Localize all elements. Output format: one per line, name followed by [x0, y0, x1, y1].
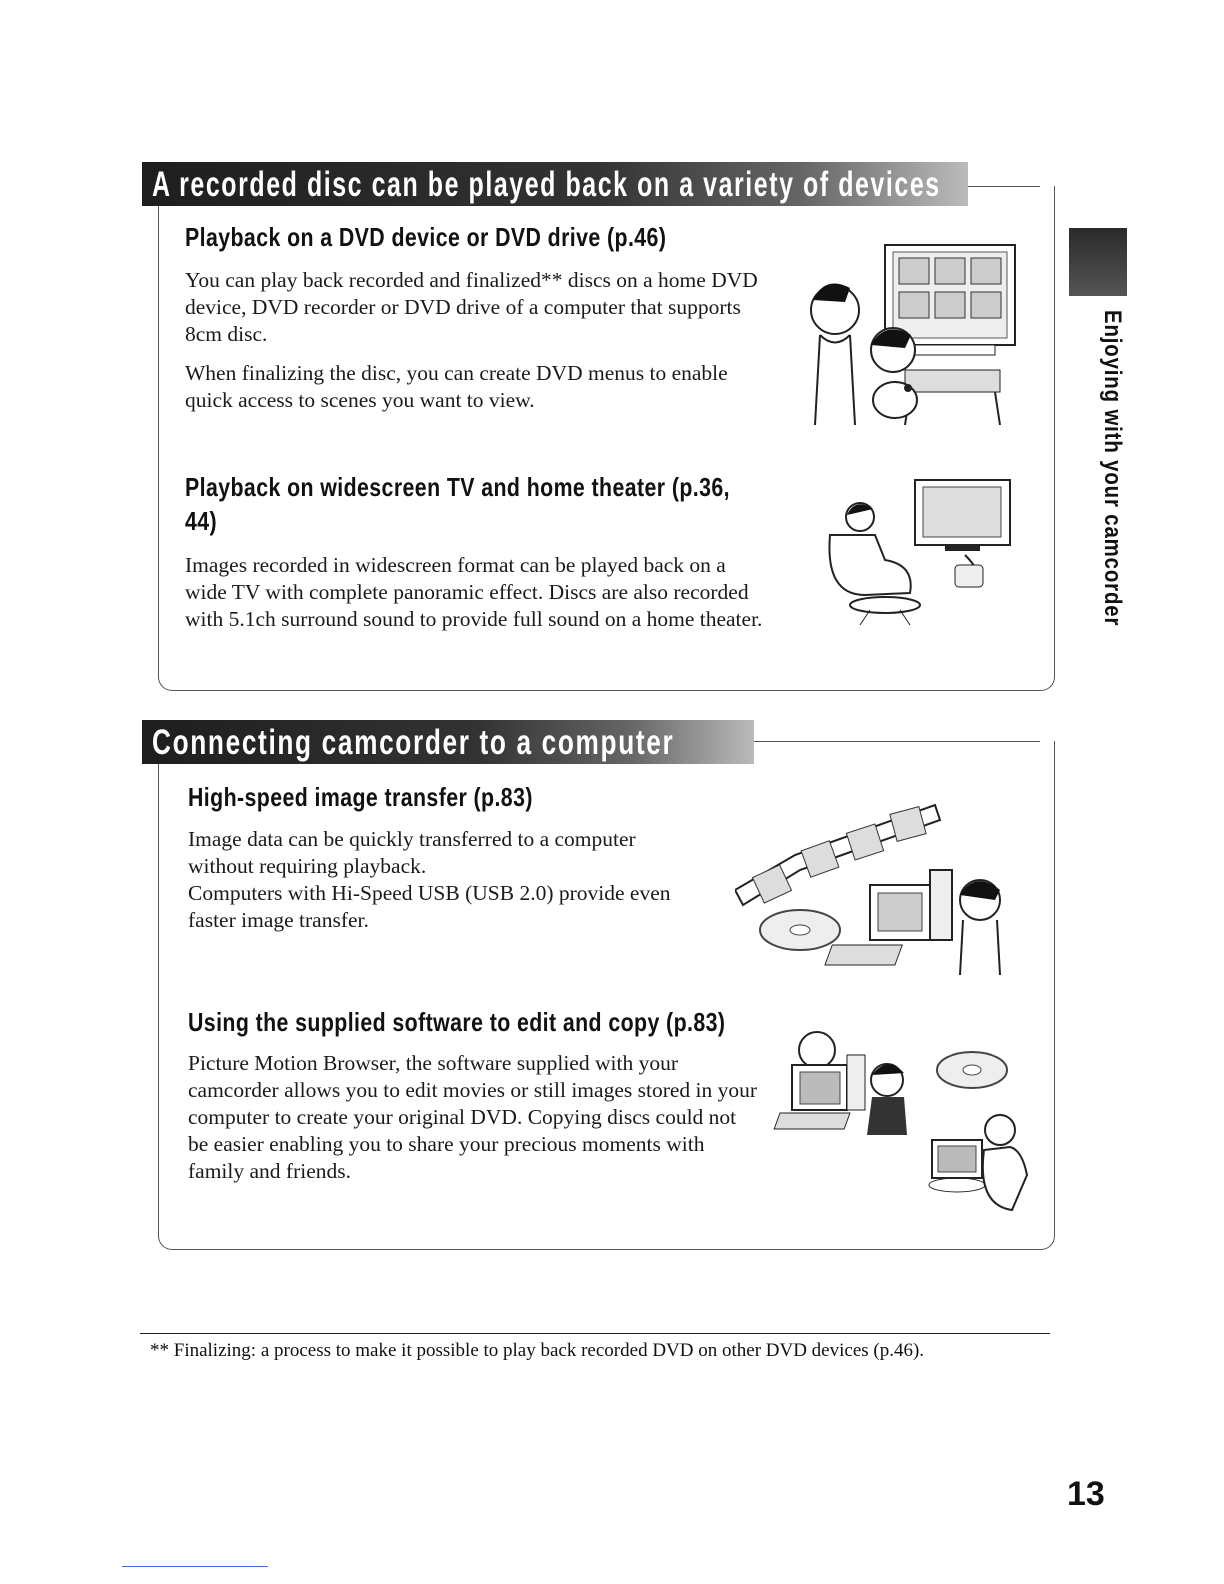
dvd-playback-paragraph-2: When finalizing the disc, you can create DVD menus to enable quick access to scenes you want to view. [185, 361, 728, 412]
chapter-tab-label: Enjoying with your camcorder [1099, 310, 1126, 627]
image-transfer-illustration [735, 800, 1025, 980]
edit-copy-paragraph: Picture Motion Browser, the software supplied with your camcorder allows you to edit movies or still images stored in your computer to create your original DVD. Copying discs could not be easier enabling you to share your precious moments with family and friends. [188, 1051, 758, 1183]
widescreen-playback-heading-line1: Playback on widescreen TV and home theater (p.36, [185, 472, 730, 502]
widescreen-playback-paragraph: Images recorded in widescreen format can be played back on a wide TV with complete panoramic effect. Discs are also recorded with 5.1ch surround sound to provide full sound on a home theater. [185, 553, 763, 631]
section2-banner-text: Connecting camcorder to a computer [152, 721, 675, 762]
dvd-playback-paragraph-1: You can play back recorded and finalized** discs on a home DVD device, DVD recorder or DVD drive of a computer that supports 8cm disc. [185, 268, 758, 346]
dvd-playback-heading: Playback on a DVD device or DVD drive (p.46) [185, 222, 667, 252]
family-watching-tv-illustration [805, 240, 1025, 430]
high-speed-transfer-heading: High-speed image transfer (p.83) [188, 782, 533, 812]
bottom-underline [122, 1566, 268, 1567]
footnote-text: ** Finalizing: a process to make it possible to play back recorded DVD on other DVD devices (p.46). [150, 1340, 925, 1361]
widescreen-tv-illustration [815, 475, 1020, 630]
widescreen-playback-heading-line2: 44) [185, 506, 218, 536]
section1-banner-text: A recorded disc can be played back on a variety of devices [152, 163, 941, 204]
chapter-tab-marker [1069, 228, 1127, 296]
edit-copy-illustration [772, 1025, 1037, 1215]
high-speed-transfer-paragraph-2: Computers with Hi-Speed USB (USB 2.0) provide even faster image transfer. [188, 881, 671, 932]
section2-banner [142, 720, 754, 764]
high-speed-transfer-paragraph-1: Image data can be quickly transferred to a computer without requiring playback. [188, 827, 636, 878]
section1-banner [142, 162, 968, 206]
page-number: 13 [1067, 1475, 1105, 1513]
edit-copy-heading: Using the supplied software to edit and copy (p.83) [188, 1007, 726, 1037]
footnote-divider [140, 1333, 1050, 1334]
